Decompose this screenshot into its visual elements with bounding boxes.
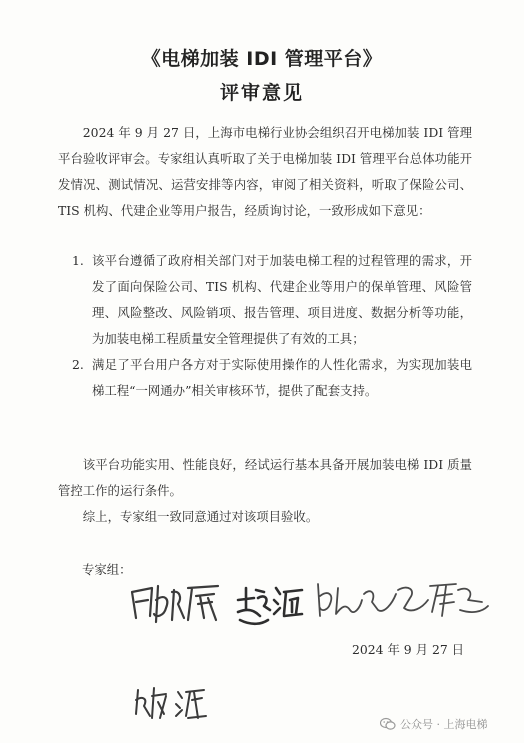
signature-1 — [126, 578, 226, 630]
opinion-item-number: 1. — [72, 253, 84, 268]
signing-date: 2024 年 9 月 27 日 — [352, 642, 465, 657]
opinion-item — [72, 352, 472, 404]
conclusion-paragraph — [58, 452, 472, 504]
wechat-watermark — [380, 716, 488, 732]
document-title: 《电梯加装 IDI 管理平台》 — [141, 48, 383, 70]
intro-paragraph — [58, 120, 472, 224]
summary-text: 综上，专家组一致同意通过对该项目验收。 — [82, 509, 319, 524]
intro-text: 2024 年 9 月 27 日，上海市电梯行业协会组织召开电梯加装 IDI 管理平台验收评审会。专家组认真听取了关于电梯加装 IDI 管理平台总体功能开发情况、测试情况、运营安排等内容，审阅了相关资料，听取了保险公司、TIS 机构、代建企业等用户报告，经质询讨论，一致形成如下意见： — [58, 125, 472, 218]
signature-3 — [312, 574, 492, 626]
experts-label: 专家组： — [82, 562, 132, 577]
watermark-text: 公众号 · 上海电梯 — [400, 718, 488, 731]
document-subtitle: 评审意见 — [219, 82, 304, 104]
opinion-item-text: 满足了平台用户各方对于实际使用操作的人性化需求，为实现加装电梯工程“一网通办”相关审核环节，提供了配套支持。 — [92, 357, 472, 398]
opinion-item-text: 该平台遵循了政府相关部门对于加装电梯工程的过程管理的需求，开发了面向保险公司、TIS 机构、代建企业等用户的保单管理、风险管理、风险整改、风险销项、报告管理、项目进度、数据分析等功能，为加装电梯工程质量安全管理提供了有效的工具； — [92, 253, 472, 346]
conclusion-text: 该平台功能实用、性能良好，经试运行基本具备开展加装电梯 IDI 质量管控工作的运行条件。 — [58, 457, 472, 498]
signature-2 — [234, 580, 306, 630]
opinion-item — [72, 248, 472, 352]
wechat-icon — [380, 717, 396, 731]
signature-4 — [132, 680, 212, 724]
opinion-item-number: 2. — [72, 357, 84, 372]
summary-paragraph — [58, 504, 472, 530]
opinion-list — [72, 248, 472, 404]
